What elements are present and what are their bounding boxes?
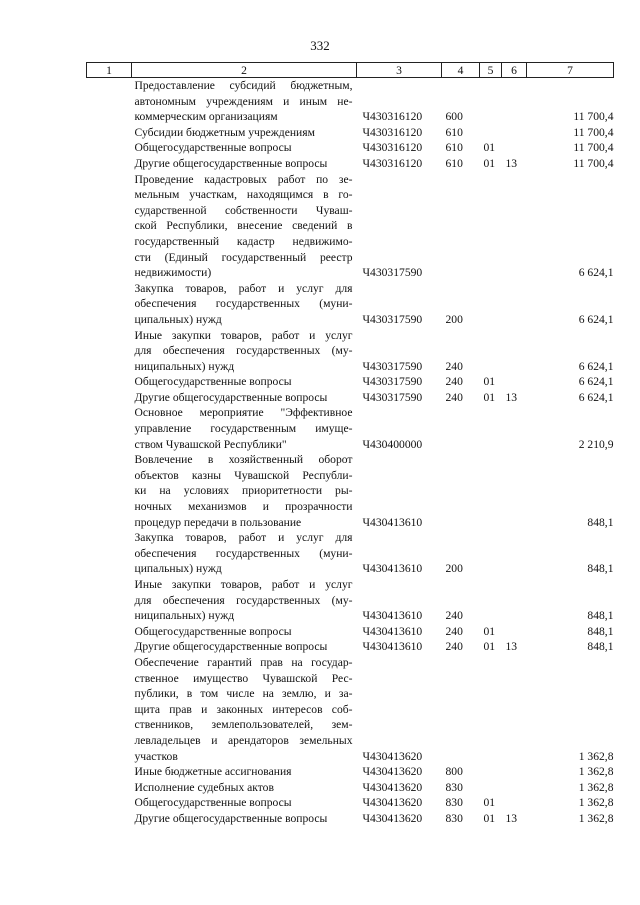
- description-line: щита прав и законных интересов соб-: [134, 702, 353, 716]
- table-row: [87, 78, 614, 125]
- row-amount: 1 362,8: [578, 749, 614, 763]
- row-code: Ч430413620: [362, 811, 423, 825]
- description-line: Общегосударственные вопросы: [134, 375, 292, 389]
- row-description: [132, 780, 357, 796]
- table-row: [87, 405, 614, 452]
- row-subsection: 13: [505, 811, 518, 825]
- row-expense-type: 240: [445, 359, 463, 373]
- row-description: [132, 764, 357, 780]
- row-subsection: [502, 172, 527, 281]
- row-section: [480, 530, 502, 577]
- description-line: Исполнение судебных актов: [134, 780, 274, 794]
- description-line: сударственной собственности Чуваш-: [134, 203, 353, 217]
- row-code: Ч430413610: [362, 515, 423, 529]
- row-number-cell: [87, 172, 132, 281]
- row-number-cell: [87, 811, 132, 827]
- description-line: обеспечения государственных (муни-: [134, 546, 353, 560]
- row-code: Ч430317590: [362, 375, 423, 389]
- header-cell: 5: [480, 63, 502, 78]
- row-subsection: [502, 405, 527, 452]
- row-section: [480, 281, 502, 328]
- row-subsection: 13: [505, 640, 518, 654]
- row-subsection: 13: [505, 156, 518, 170]
- description-line: мельным участкам, находящимся в го-: [134, 188, 353, 202]
- row-expense-type: 240: [445, 609, 463, 623]
- row-section: 01: [483, 375, 496, 389]
- description-line: процедур передачи в пользование: [134, 515, 302, 529]
- row-expense-type: 830: [445, 811, 463, 825]
- row-subsection: [502, 624, 527, 640]
- description-line: ственное имущество Чувашской Рес-: [134, 671, 353, 685]
- row-subsection: [502, 764, 527, 780]
- header-cell: 7: [527, 63, 614, 78]
- row-section: [480, 577, 502, 624]
- row-section: 01: [483, 796, 496, 810]
- row-subsection: [502, 140, 527, 156]
- row-description: [132, 125, 357, 141]
- row-code: Ч430413610: [362, 562, 423, 576]
- description-line: Проведение кадастровых работ по зе-: [134, 172, 353, 186]
- row-expense-type: 610: [445, 156, 463, 170]
- row-description: [132, 655, 357, 764]
- row-expense-type: 800: [445, 765, 463, 779]
- description-line: Другие общегосударственные вопросы: [134, 156, 328, 170]
- row-expense-type: 600: [445, 110, 463, 124]
- row-section: [480, 172, 502, 281]
- description-line: публики, в том числе на землю, и за-: [134, 687, 353, 701]
- row-section: 01: [483, 390, 496, 404]
- description-line: автономным учреждениям и иным не-: [134, 94, 353, 108]
- description-line: Закупка товаров, работ и услуг для: [134, 531, 353, 545]
- description-line: Основное мероприятие "Эффективное: [134, 406, 353, 420]
- row-code: Ч430316120: [362, 125, 423, 139]
- row-number-cell: [87, 125, 132, 141]
- row-description: [132, 328, 357, 375]
- row-amount: 11 700,4: [573, 141, 614, 155]
- row-section: [480, 452, 502, 530]
- row-description: [132, 140, 357, 156]
- description-line: Иные бюджетные ассигнования: [134, 765, 292, 779]
- header-cell: 3: [357, 63, 442, 78]
- row-section: 01: [483, 156, 496, 170]
- row-code: Ч430413610: [362, 624, 423, 638]
- table-row: [87, 639, 614, 655]
- row-subsection: [502, 530, 527, 577]
- row-amount: 1 362,8: [578, 796, 614, 810]
- table-row: [87, 795, 614, 811]
- row-code: Ч430317590: [362, 266, 423, 280]
- row-amount: 11 700,4: [573, 110, 614, 124]
- description-line: Предоставление субсидий бюджетным,: [134, 79, 353, 92]
- row-subsection: [502, 281, 527, 328]
- row-number-cell: [87, 390, 132, 406]
- description-line: ниципальных) нужд: [134, 359, 235, 373]
- row-number-cell: [87, 78, 132, 125]
- row-number-cell: [87, 624, 132, 640]
- row-code: Ч430400000: [362, 437, 423, 451]
- row-amount: 11 700,4: [573, 125, 614, 139]
- row-number-cell: [87, 530, 132, 577]
- row-description: [132, 390, 357, 406]
- table-row: [87, 624, 614, 640]
- row-amount: 848,1: [587, 624, 614, 638]
- description-line: ки на условиях приоритетности ры-: [134, 484, 353, 498]
- row-description: [132, 281, 357, 328]
- description-line: обеспечения государственных (муни-: [134, 297, 353, 311]
- row-number-cell: [87, 156, 132, 172]
- row-amount: 848,1: [587, 562, 614, 576]
- description-line: ством Чувашской Республики": [134, 437, 287, 451]
- row-subsection: [502, 795, 527, 811]
- table-row: [87, 374, 614, 390]
- row-description: [132, 530, 357, 577]
- table-row: [87, 328, 614, 375]
- row-section: [480, 328, 502, 375]
- table-body: [87, 78, 614, 827]
- header-cell: 1: [87, 63, 132, 78]
- description-line: для обеспечения государственных (му-: [134, 344, 353, 358]
- row-subsection: [502, 577, 527, 624]
- row-code: Ч430316120: [362, 110, 423, 124]
- row-section: 01: [483, 624, 496, 638]
- row-expense-type: [442, 655, 480, 764]
- row-section: [480, 764, 502, 780]
- row-section: [480, 655, 502, 764]
- row-expense-type: 240: [445, 624, 463, 638]
- table-row: [87, 156, 614, 172]
- table-row: [87, 764, 614, 780]
- row-code: Ч430317590: [362, 312, 423, 326]
- row-description: [132, 172, 357, 281]
- row-number-cell: [87, 140, 132, 156]
- header-cell: 6: [502, 63, 527, 78]
- row-expense-type: [442, 452, 480, 530]
- row-description: [132, 624, 357, 640]
- description-line: Иные закупки товаров, работ и услуг: [134, 578, 353, 591]
- table-row: [87, 780, 614, 796]
- row-expense-type: 610: [445, 141, 463, 155]
- row-number-cell: [87, 452, 132, 530]
- row-subsection: [502, 780, 527, 796]
- row-subsection: [502, 374, 527, 390]
- description-line: Другие общегосударственные вопросы: [134, 640, 328, 654]
- description-line: Иные закупки товаров, работ и услуг: [134, 328, 353, 342]
- row-description: [132, 811, 357, 827]
- table-row: [87, 125, 614, 141]
- row-number-cell: [87, 405, 132, 452]
- description-line: участков: [134, 749, 178, 763]
- row-expense-type: 200: [445, 562, 463, 576]
- row-description: [132, 78, 357, 125]
- row-amount: 848,1: [587, 609, 614, 623]
- row-expense-type: 830: [445, 780, 463, 794]
- description-line: коммерческим организациям: [134, 110, 278, 124]
- description-line: управление государственным имуще-: [134, 422, 353, 436]
- row-subsection: [502, 78, 527, 125]
- row-subsection: 13: [505, 390, 518, 404]
- table-row: [87, 655, 614, 764]
- description-line: ципальных) нужд: [134, 312, 222, 326]
- row-description: [132, 795, 357, 811]
- description-line: Общегосударственные вопросы: [134, 624, 292, 638]
- row-amount: 6 624,1: [578, 375, 614, 389]
- row-number-cell: [87, 328, 132, 375]
- row-subsection: [502, 125, 527, 141]
- row-subsection: [502, 328, 527, 375]
- row-description: [132, 452, 357, 530]
- row-number-cell: [87, 764, 132, 780]
- row-code: Ч430413610: [362, 609, 423, 623]
- row-code: Ч430413620: [362, 796, 423, 810]
- row-subsection: [502, 452, 527, 530]
- description-line: Общегосударственные вопросы: [134, 141, 292, 155]
- row-section: [480, 780, 502, 796]
- row-expense-type: 240: [445, 390, 463, 404]
- description-line: Обеспечение гарантий прав на госудаp-: [134, 655, 353, 669]
- row-code: Ч430317590: [362, 359, 423, 373]
- header-cell: 2: [132, 63, 357, 78]
- row-expense-type: [442, 172, 480, 281]
- row-expense-type: 240: [445, 640, 463, 654]
- row-description: [132, 374, 357, 390]
- row-expense-type: 830: [445, 796, 463, 810]
- description-line: объектов казны Чувашской Республи-: [134, 468, 353, 482]
- row-code: Ч430413610: [362, 640, 423, 654]
- description-line: сти (Единый государственный реестр: [134, 250, 353, 264]
- row-number-cell: [87, 655, 132, 764]
- row-amount: 6 624,1: [578, 390, 614, 404]
- row-amount: 1 362,8: [578, 780, 614, 794]
- row-section: [480, 78, 502, 125]
- row-section: [480, 125, 502, 141]
- row-section: [480, 405, 502, 452]
- description-line: Субсидии бюджетным учреждениям: [134, 125, 315, 139]
- row-expense-type: 200: [445, 312, 463, 326]
- description-line: Общегосударственные вопросы: [134, 796, 292, 810]
- description-line: Другие общегосударственные вопросы: [134, 811, 328, 825]
- row-code: Ч430316120: [362, 141, 423, 155]
- table-row: [87, 172, 614, 281]
- description-line: для обеспечения государственных (му-: [134, 593, 353, 607]
- header-cell: 4: [442, 63, 480, 78]
- description-line: ской Республики, внесение сведений в: [134, 219, 353, 233]
- row-code: Ч430413620: [362, 765, 423, 779]
- row-amount: 6 624,1: [578, 312, 614, 326]
- description-line: недвижимости): [134, 266, 212, 280]
- table-row: [87, 577, 614, 624]
- budget-table: [86, 62, 614, 827]
- row-code: Ч430413620: [362, 780, 423, 794]
- row-section: 01: [483, 811, 496, 825]
- table-header-row: [87, 63, 614, 78]
- row-subsection: [502, 655, 527, 764]
- row-expense-type: 610: [445, 125, 463, 139]
- row-section: 01: [483, 640, 496, 654]
- row-number-cell: [87, 577, 132, 624]
- row-description: [132, 405, 357, 452]
- row-code: Ч430316120: [362, 156, 423, 170]
- row-section: 01: [483, 141, 496, 155]
- table-row: [87, 281, 614, 328]
- row-description: [132, 577, 357, 624]
- row-number-cell: [87, 780, 132, 796]
- row-amount: 848,1: [587, 515, 614, 529]
- description-line: государственный кадастр недвижимо-: [134, 234, 353, 248]
- row-amount: 11 700,4: [573, 156, 614, 170]
- table-row: [87, 140, 614, 156]
- table-row: [87, 530, 614, 577]
- row-expense-type: 240: [445, 375, 463, 389]
- table-row: [87, 811, 614, 827]
- description-line: Вовлечение в хозяйственный оборот: [134, 453, 353, 467]
- page-number: 332: [310, 38, 330, 53]
- row-amount: 6 624,1: [578, 266, 614, 280]
- description-line: ночных механизмов и прозрачности: [134, 500, 353, 514]
- description-line: левладельцев и арендаторов земельных: [134, 733, 353, 747]
- table-row: [87, 452, 614, 530]
- row-amount: 1 362,8: [578, 811, 614, 825]
- description-line: Другие общегосударственные вопросы: [134, 390, 328, 404]
- row-number-cell: [87, 639, 132, 655]
- row-expense-type: [442, 405, 480, 452]
- row-number-cell: [87, 281, 132, 328]
- description-line: ниципальных) нужд: [134, 609, 235, 623]
- description-line: Закупка товаров, работ и услуг для: [134, 281, 353, 295]
- row-number-cell: [87, 795, 132, 811]
- row-amount: 6 624,1: [578, 359, 614, 373]
- row-description: [132, 156, 357, 172]
- row-amount: 1 362,8: [578, 765, 614, 779]
- row-amount: 848,1: [587, 640, 614, 654]
- description-line: ципальных) нужд: [134, 562, 222, 576]
- row-amount: 2 210,9: [578, 437, 614, 451]
- row-code: Ч430413620: [362, 749, 423, 763]
- row-code: Ч430317590: [362, 390, 423, 404]
- row-number-cell: [87, 374, 132, 390]
- description-line: ственников, землепользователей, зем-: [134, 718, 353, 732]
- table-row: [87, 390, 614, 406]
- row-description: [132, 639, 357, 655]
